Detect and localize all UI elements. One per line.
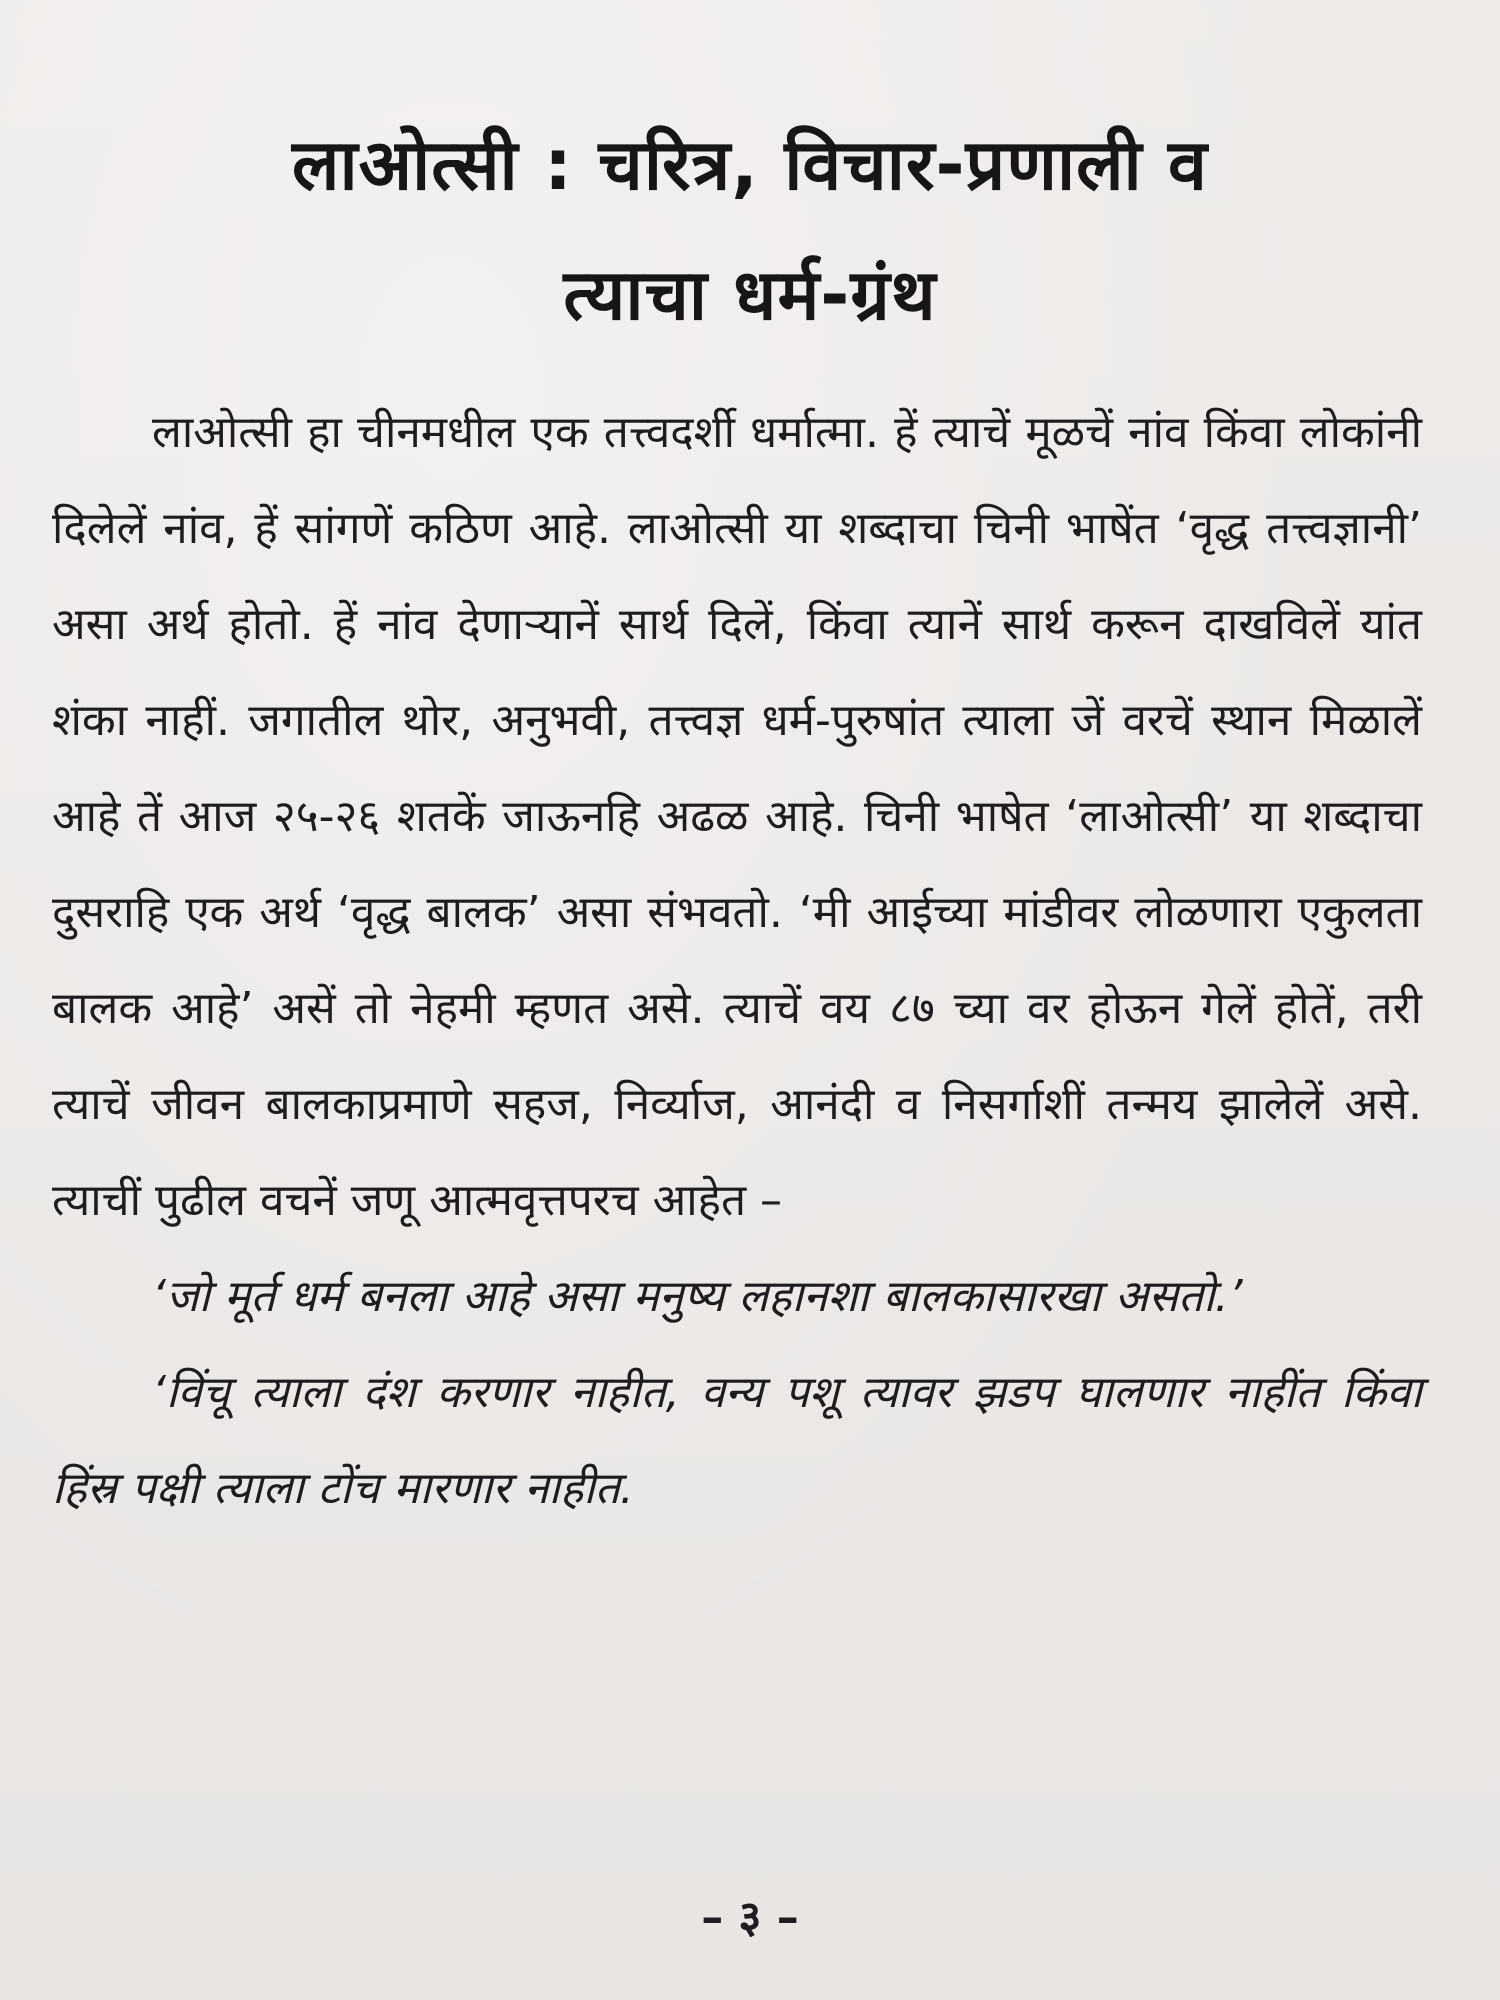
page-number: – ३ – [701,1892,799,1943]
quote-paragraph-1: ‘जो मूर्त धर्म बनला आहे असा मनुष्य लहानशा बालकासारखा असतो.’ [152,1271,1243,1322]
chapter-body [52,385,1422,1537]
main-paragraph: लाओत्सी हा चीनमधील एक तत्त्वदर्शी धर्मात्मा. हें त्याचें मूळचें नांव किंवा लोकांनी दिलेलें नांव, हें सांगणें कठिण आहे. लाओत्सी या शब्दाचा चिनी भाषेंत ‘वृद्ध तत्त्वज्ञानी’ असा अर्थ होतो. हें नांव देणाऱ्यानें सार्थ दिलें, किंवा त्यानें सार्थ करून दाखविलें यांत शंका नाहीं. जगातील थोर, अनुभवी, तत्त्वज्ञ धर्म-पुरुषांत त्याला जें वरचें स्थान मिळालें आहे तें आज २५-२६ शतकें जाऊनहि अढळ आहे. चिनी भाषेत ‘लाओत्सी’ या शब्दाचा दुसराहि एक अर्थ ‘वृद्ध बालक’ असा संभवतो. ‘मी आईच्या मांडीवर लोळणारा एकुलता बालक आहे’ असें तो नेहमी म्हणत असे. त्याचें वय ८७ च्या वर होऊन गेलें होतें, तरी त्याचें जीवन बालकाप्रमाणे सहज, निर्व्याज, आनंदी व निसर्गाशीं तन्मय झालेलें असे. त्याचीं पुढील वचनें जणू आत्मवृत्तपरच आहेत – [52,407,1422,1226]
chapter-title-line-1: लाओत्सी : चरित्र, विचार-प्रणाली व [292,124,1208,206]
chapter-title-line-2: त्याचा धर्म-ग्रंथ [563,254,937,336]
quote-paragraph-2: ‘विंचू त्याला दंश करणार नाहीत, वन्य पशू त्यावर झडप घालणार नाहींत किंवा हिंस्र पक्षी त्याला टोंच मारणार नाहीत. [52,1367,1422,1514]
